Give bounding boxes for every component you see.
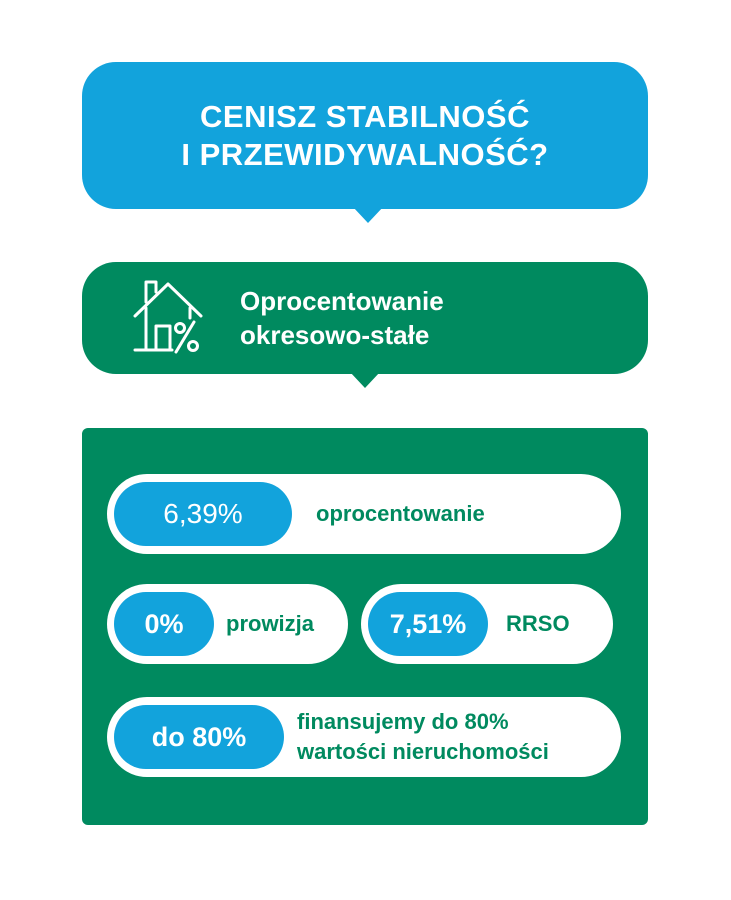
commission-value: 0% [114, 592, 214, 656]
financing-label-line-1: finansujemy do 80% [297, 709, 509, 734]
offer-title [240, 284, 444, 352]
question-bubble [82, 62, 648, 209]
rrso-label: RRSO [506, 611, 570, 636]
question-bubble-tail [353, 207, 383, 223]
rrso-pill [361, 584, 613, 664]
interest-value: 6,39% [114, 482, 292, 546]
offer-title-line-1: Oprocentowanie [240, 286, 444, 316]
stats-panel [82, 428, 648, 825]
financing-label-line-2: wartości nieruchomości [297, 739, 549, 764]
rrso-value: 7,51% [368, 592, 488, 656]
question-line-2: I PRZEWIDYWALNOŚĆ? [181, 136, 549, 172]
interest-label: oprocentowanie [316, 501, 485, 526]
commission-label: prowizja [226, 611, 315, 636]
commission-pill [107, 584, 348, 664]
interest-pill [107, 474, 621, 554]
offer-title-line-2: okresowo-stałe [240, 320, 430, 350]
financing-pill [107, 697, 621, 777]
offer-bubble [82, 262, 648, 374]
house-percent-icon [132, 278, 204, 356]
financing-value: do 80% [114, 705, 284, 769]
question-line-1: CENISZ STABILNOŚĆ [200, 98, 530, 134]
offer-bubble-tail [350, 372, 380, 388]
financing-label [297, 707, 549, 767]
